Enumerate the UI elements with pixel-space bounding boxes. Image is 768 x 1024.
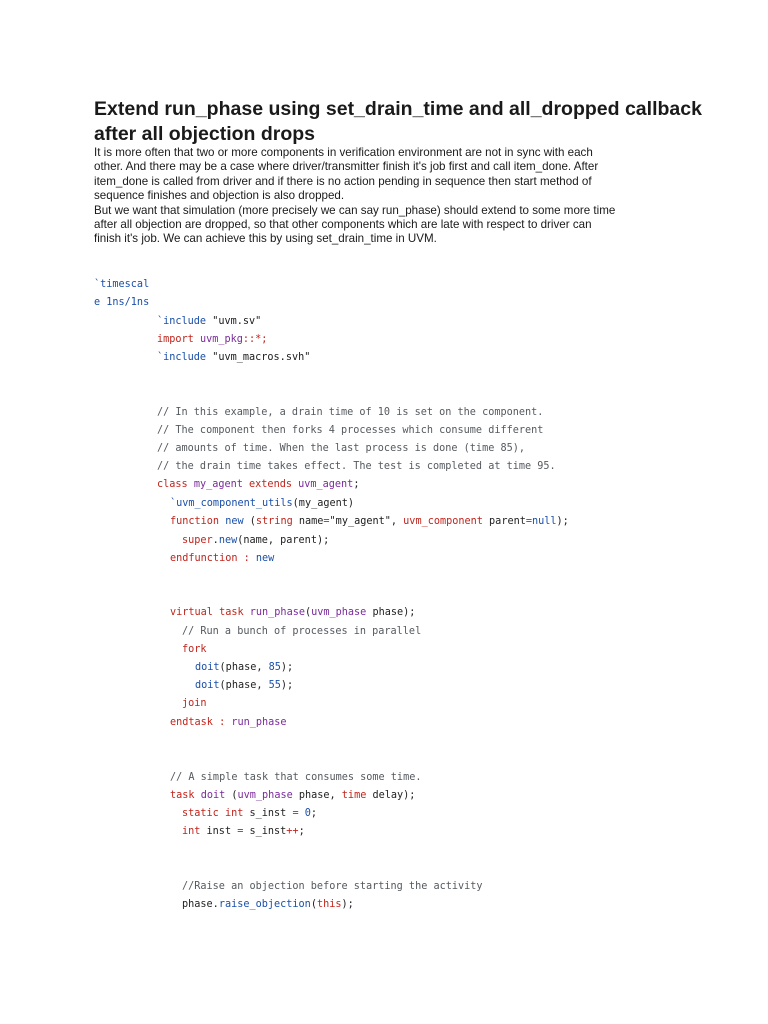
code-line-raise-objection xyxy=(182,898,354,912)
extends-keyword: extends xyxy=(249,479,292,490)
arg-rest: phase); xyxy=(366,607,416,618)
equals: = xyxy=(237,826,244,837)
super-args: (name, parent); xyxy=(237,535,330,546)
type-name: uvm_phase xyxy=(311,607,367,618)
code-comment: // In this example, a drain time of 10 is set on the component. xyxy=(157,407,544,418)
intro-line: But we want that simulation (more precisely we can say run_phase) should extend to some more time xyxy=(94,203,616,217)
type-keyword: time xyxy=(341,790,367,801)
paren: ); xyxy=(556,516,569,527)
call-args: (phase, xyxy=(219,662,269,673)
code-line-endtask xyxy=(170,716,287,730)
join-keyword: join xyxy=(182,698,207,709)
function-keyword: function xyxy=(170,516,220,527)
class-name: my_agent xyxy=(193,479,243,490)
code-line-timescale-1 xyxy=(94,278,149,292)
increment: ++ xyxy=(286,826,299,837)
code-comment: // A simple task that consumes some time. xyxy=(170,772,422,783)
number-literal: 0 xyxy=(304,808,311,819)
utils-macro: `uvm_component_utils xyxy=(170,498,293,509)
doit-call: doit xyxy=(195,662,220,673)
paren: ); xyxy=(280,662,294,673)
timescale-value: e 1ns/1ns xyxy=(94,297,150,308)
code-line-doit-55 xyxy=(195,679,293,693)
code-line-include-uvm xyxy=(157,315,261,329)
int-keyword: int xyxy=(182,826,201,837)
code-line-join xyxy=(182,697,207,711)
paren: ); xyxy=(341,899,354,910)
type-keyword: uvm_component xyxy=(403,516,483,527)
label-separator: : xyxy=(237,553,256,564)
equals: = xyxy=(525,516,532,527)
code-comment: // amounts of time. When the last process is done (time 85), xyxy=(157,443,526,454)
arg-name: phase, xyxy=(292,790,342,801)
intro-line: item_done is called from driver and if there is no action pending in sequence then start method of xyxy=(94,174,592,188)
task-name: doit xyxy=(200,790,226,801)
int-keyword: int xyxy=(224,808,244,819)
semicolon: ; xyxy=(310,808,317,819)
code-line-int-inst xyxy=(182,825,305,839)
paren: ); xyxy=(280,680,294,691)
arg-rest: delay); xyxy=(366,790,416,801)
type-keyword: string xyxy=(255,516,293,527)
fork-keyword: fork xyxy=(182,644,207,655)
code-line-static-int xyxy=(182,807,317,821)
code-line-function-new xyxy=(170,515,569,529)
utils-arg: (my_agent) xyxy=(292,498,355,509)
intro-line: It is more often that two or more components in verification environment are not in sync with each xyxy=(94,146,593,159)
new-call: new xyxy=(218,535,238,546)
code-comment: // Run a bunch of processes in parallel xyxy=(182,626,422,637)
intro-line: other. And there may be a case where driver/transmitter finish it's job first and call item_done. After xyxy=(94,160,599,174)
endfunction-keyword: endfunction xyxy=(170,553,238,564)
code-line-class xyxy=(157,478,359,492)
static-keyword: static xyxy=(182,808,219,819)
object-ref: phase. xyxy=(182,899,219,910)
semicolon: ; xyxy=(353,479,360,490)
equals: = xyxy=(292,808,299,819)
comma: , xyxy=(390,516,404,527)
super-keyword: super xyxy=(182,535,213,546)
paren: ( xyxy=(249,516,256,527)
code-line-super xyxy=(182,534,329,548)
code-comment: //Raise an objection before starting the activity xyxy=(182,881,483,892)
var-name: s_inst xyxy=(243,808,293,819)
code-line-utils xyxy=(170,497,354,511)
dot: . xyxy=(212,535,219,546)
var-name: s_inst xyxy=(243,826,287,837)
code-line-fork xyxy=(182,643,207,657)
code-line-include-macros xyxy=(157,351,310,365)
virtual-keyword: virtual xyxy=(170,607,213,618)
doit-call: doit xyxy=(195,680,220,691)
import-package: uvm_pkg xyxy=(199,334,243,345)
include-directive: `include xyxy=(157,316,207,327)
task-keyword: task xyxy=(170,790,195,801)
var-name: inst xyxy=(200,826,238,837)
label-separator: : xyxy=(212,717,232,728)
paren: ( xyxy=(310,899,317,910)
arg-name: parent xyxy=(489,516,526,527)
function-name: new xyxy=(225,516,244,527)
number-literal: 55 xyxy=(268,680,281,691)
code-line-import xyxy=(157,333,267,347)
task-label: run_phase xyxy=(231,717,287,728)
semicolon: ; xyxy=(298,826,305,837)
type-name: uvm_phase xyxy=(237,790,293,801)
this-keyword: this xyxy=(316,899,342,910)
method-call: raise_objection xyxy=(218,899,311,910)
class-keyword: class xyxy=(157,479,188,490)
import-keyword: import xyxy=(157,334,194,345)
intro-line: finish it's job. We can achieve this by using set_drain_time in UVM. xyxy=(94,232,437,246)
function-label: new xyxy=(255,553,275,564)
task-name: run_phase xyxy=(249,607,305,618)
paren: ( xyxy=(304,607,312,618)
task-keyword: task xyxy=(219,607,244,618)
code-line-task-doit xyxy=(170,789,415,803)
intro-line: after all objection are dropped, so that other components which are late with respect to driver can xyxy=(94,218,592,232)
page-title: Extend run_phase using set_drain_time and all_dropped callback after all objection drops xyxy=(94,98,702,145)
code-comment: // the drain time takes effect. The test is completed at time 95. xyxy=(157,461,556,472)
endtask-keyword: endtask xyxy=(170,717,213,728)
equals: = xyxy=(323,516,330,527)
null-literal: null xyxy=(532,516,557,527)
code-line-endfunction xyxy=(170,552,274,566)
code-line-virtual-task xyxy=(170,606,415,620)
code-comment: // The component then forks 4 processes which consume different xyxy=(157,425,544,436)
include-directive: `include xyxy=(157,352,207,363)
number-literal: 85 xyxy=(268,662,281,673)
include-file: "uvm.sv" xyxy=(212,316,262,327)
timescale-directive: `timescal xyxy=(94,279,150,290)
code-line-doit-85 xyxy=(195,661,293,675)
string-literal: "my_agent" xyxy=(329,516,391,527)
base-class: uvm_agent xyxy=(298,479,354,490)
code-line-timescale-2 xyxy=(94,296,149,310)
arg-name: name xyxy=(298,516,324,527)
call-args: (phase, xyxy=(219,680,269,691)
import-scope: ::*; xyxy=(242,334,268,345)
intro-line: sequence finishes and objection is also dropped. xyxy=(94,189,345,203)
include-file: "uvm_macros.svh" xyxy=(212,352,311,363)
paren: ( xyxy=(225,790,238,801)
